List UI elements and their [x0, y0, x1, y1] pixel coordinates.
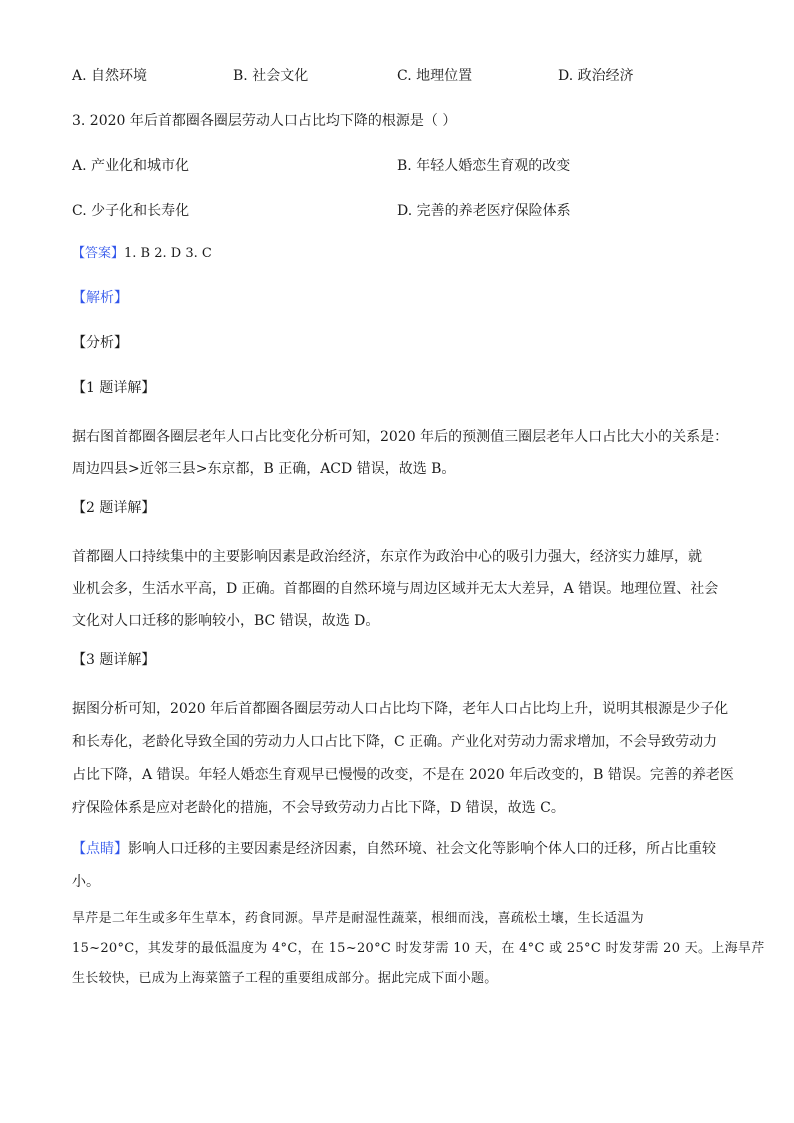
detail-2-line: 文化对人口迁移的影响较小，BC 错误，故选 D。: [72, 613, 380, 629]
fenxi-heading: 【分析】: [72, 335, 128, 351]
dianjing-block: [72, 833, 722, 899]
dianjing-line: [72, 833, 722, 866]
passage-line: 生长较快，已成为上海菜篮子工程的重要组成部分。据此完成下面小题。: [72, 971, 498, 986]
dianjing-text: 影响人口迁移的主要因素是经济因素，自然环境、社会文化等影响个体人口的迁移，所占比重较: [128, 841, 716, 857]
detail-2-heading: 【2 题详解】: [72, 500, 156, 516]
dianjing-line: 小。: [72, 874, 100, 890]
detail-3-line: 占比下降，A 错误。年轻人婚恋生育观早已慢慢的改变，不是在 2020 年后改变的，B 错误。完善的养老医: [72, 767, 734, 783]
detail-3-line: 疗保险体系是应对老龄化的措施，不会导致劳动力占比下降，D 错误，故选 C。: [72, 800, 565, 816]
detail-2-line: 首都圈人口持续集中的主要影响因素是政治经济，东京作为政治中心的吸引力强大，经济实力雄厚，就: [72, 549, 702, 565]
answer-line: [72, 244, 212, 264]
q3-option-d: D. 完善的养老医疗保险体系: [397, 203, 571, 219]
detail-1-line: 据右图首都圈各圈层老年人口占比变化分析可知，2020 年后的预测值三圈层老年人口占比大小的关系是：: [72, 429, 729, 445]
passage-line: 旱芹是二年生或多年生草本，药食同源。旱芹是耐湿性蔬菜，根细而浅，喜疏松土壤，生长适温为: [72, 911, 644, 926]
q2-option-c: C. 地理位置: [397, 68, 473, 84]
detail-1-body: [72, 421, 729, 485]
q3-option-c: C. 少子化和长寿化: [72, 203, 190, 219]
detail-1-heading: 【1 题详解】: [72, 380, 156, 396]
dianjing-label: 【点睛】: [72, 841, 128, 857]
detail-1-line: 周边四县>近邻三县>东京都，B 正确，ACD 错误，故选 B。: [72, 461, 456, 477]
q2-option-d: D. 政治经济: [558, 68, 634, 84]
reading-passage: [72, 904, 765, 994]
detail-2-line: 业机会多，生活水平高，D 正确。首都圈的自然环境与周边区域并无太大差异，A 错误。地理位置、社会: [72, 581, 719, 597]
detail-2-body: [72, 541, 722, 637]
detail-3-body: [72, 693, 734, 825]
q3-stem: 3. 2020 年后首都圈各圈层劳动人口占比均下降的根源是（ ）: [72, 113, 457, 129]
detail-3-heading: 【3 题详解】: [72, 652, 156, 668]
q3-option-b: B. 年轻人婚恋生育观的改变: [397, 158, 571, 174]
jiexi-heading: 【解析】: [72, 290, 128, 306]
answer-text: 1. B 2. D 3. C: [124, 246, 212, 261]
detail-3-line: 据图分析可知，2020 年后首都圈各圈层劳动人口占比均下降，老年人口占比均上升，说明其根源是少子化: [72, 701, 729, 717]
answer-label: 【答案】: [72, 246, 125, 261]
passage-line: 15~20°C，其发芽的最低温度为 4°C，在 15~20°C 时发芽需 10 天，在 4°C 或 25°C 时发芽需 20 天。上海旱芹: [72, 941, 765, 956]
q2-option-a: A. 自然环境: [72, 68, 148, 84]
detail-3-line: 和长寿化，老龄化导致全国的劳动力人口占比下降，C 正确。产业化对劳动力需求增加，不会导致劳动力: [72, 734, 718, 750]
q3-option-a: A. 产业化和城市化: [72, 158, 190, 174]
q2-option-b: B. 社会文化: [233, 68, 309, 84]
